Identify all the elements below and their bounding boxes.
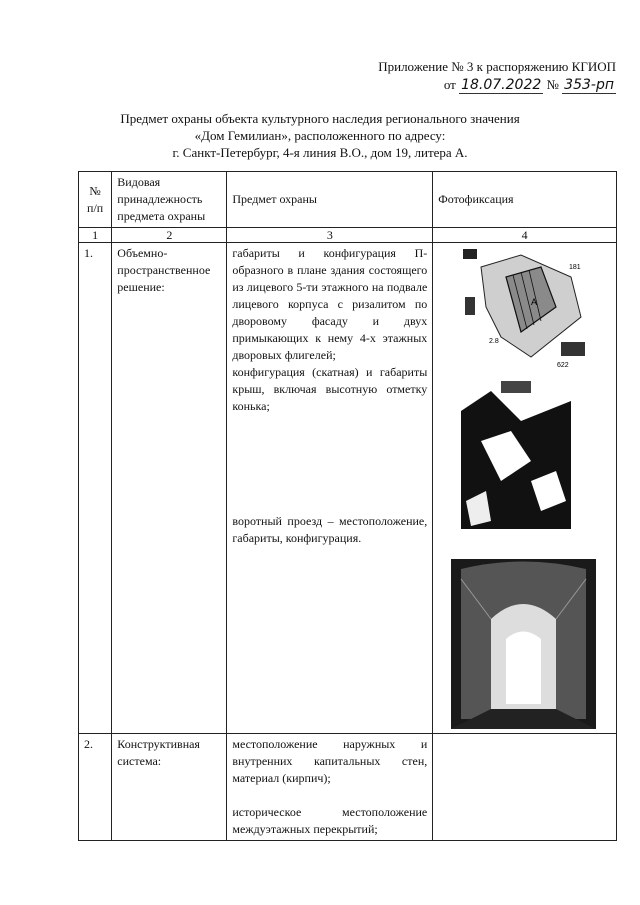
col-number: 4 xyxy=(433,228,617,243)
table-row xyxy=(79,734,617,841)
subject-item: воротный проезд – местоположение, габариты, конфигурация. xyxy=(232,514,428,545)
row-number: 2. xyxy=(79,734,112,841)
plan-label: 181 xyxy=(569,264,581,271)
plan-label: 622 xyxy=(557,362,569,369)
annex-date-line xyxy=(378,76,616,94)
row-photos xyxy=(433,734,617,841)
col-number: 3 xyxy=(227,228,433,243)
spacer xyxy=(232,415,427,513)
spacer xyxy=(232,787,427,804)
row-number: 1. xyxy=(79,243,112,734)
plan-label: 2.8 xyxy=(489,338,499,345)
subject-item: габариты и конфигурация П-образного в плане здания состоящего из лицевого 5-ти этажного на подвале лицевого корпуса с ризалитом по дворовому фасаду и двух примыкающих к нему 4-х этажных дворовых флигелей; xyxy=(232,246,428,362)
header-photo: Фотофиксация xyxy=(433,172,617,228)
roof-photo xyxy=(461,381,571,529)
title-line-2: «Дом Гемилиан», расположенного по адресу: xyxy=(194,128,446,143)
row-photos xyxy=(433,243,617,734)
header-number: № п/п xyxy=(79,172,112,228)
title-line-3: г. Санкт-Петербург, 4-я линия В.О., дом 19, литера А. xyxy=(172,145,468,160)
plan-label: А xyxy=(531,297,538,307)
header-subject: Предмет охраны xyxy=(227,172,433,228)
row-subject xyxy=(227,734,433,841)
header-row xyxy=(79,172,617,228)
site-plan-photo xyxy=(461,247,591,375)
gateway-photo xyxy=(451,559,596,729)
col-number: 2 xyxy=(112,228,227,243)
annex-line: Приложение № 3 к распоряжению КГИОП xyxy=(378,59,616,74)
protection-table xyxy=(78,171,617,841)
row-type: Конструктивная система: xyxy=(112,734,227,841)
column-numbers-row xyxy=(79,228,617,243)
document-title xyxy=(0,110,640,161)
row-type: Объемно-пространственное решение: xyxy=(112,243,227,734)
row-subject xyxy=(227,243,433,734)
subject-item: конфигурация (скатная) и габариты крыш, включая высотную отметку конька; xyxy=(232,365,428,413)
from-label: от xyxy=(443,77,456,92)
order-number: 353-рп xyxy=(564,77,614,93)
order-date: 18.07.2022 xyxy=(461,77,542,93)
table-row xyxy=(79,243,617,734)
annex-header xyxy=(378,58,616,94)
col-number: 1 xyxy=(79,228,112,243)
number-label: № xyxy=(546,77,559,92)
title-line-1: Предмет охраны объекта культурного наследия регионального значения xyxy=(120,111,520,126)
header-type: Видовая принадлежность предмета охраны xyxy=(112,172,227,228)
subject-item: местоположение наружных и внутренних капитальных стен, материал (кирпич); xyxy=(232,737,428,785)
subject-item: историческое местоположение междуэтажных перекрытий; xyxy=(232,805,428,836)
